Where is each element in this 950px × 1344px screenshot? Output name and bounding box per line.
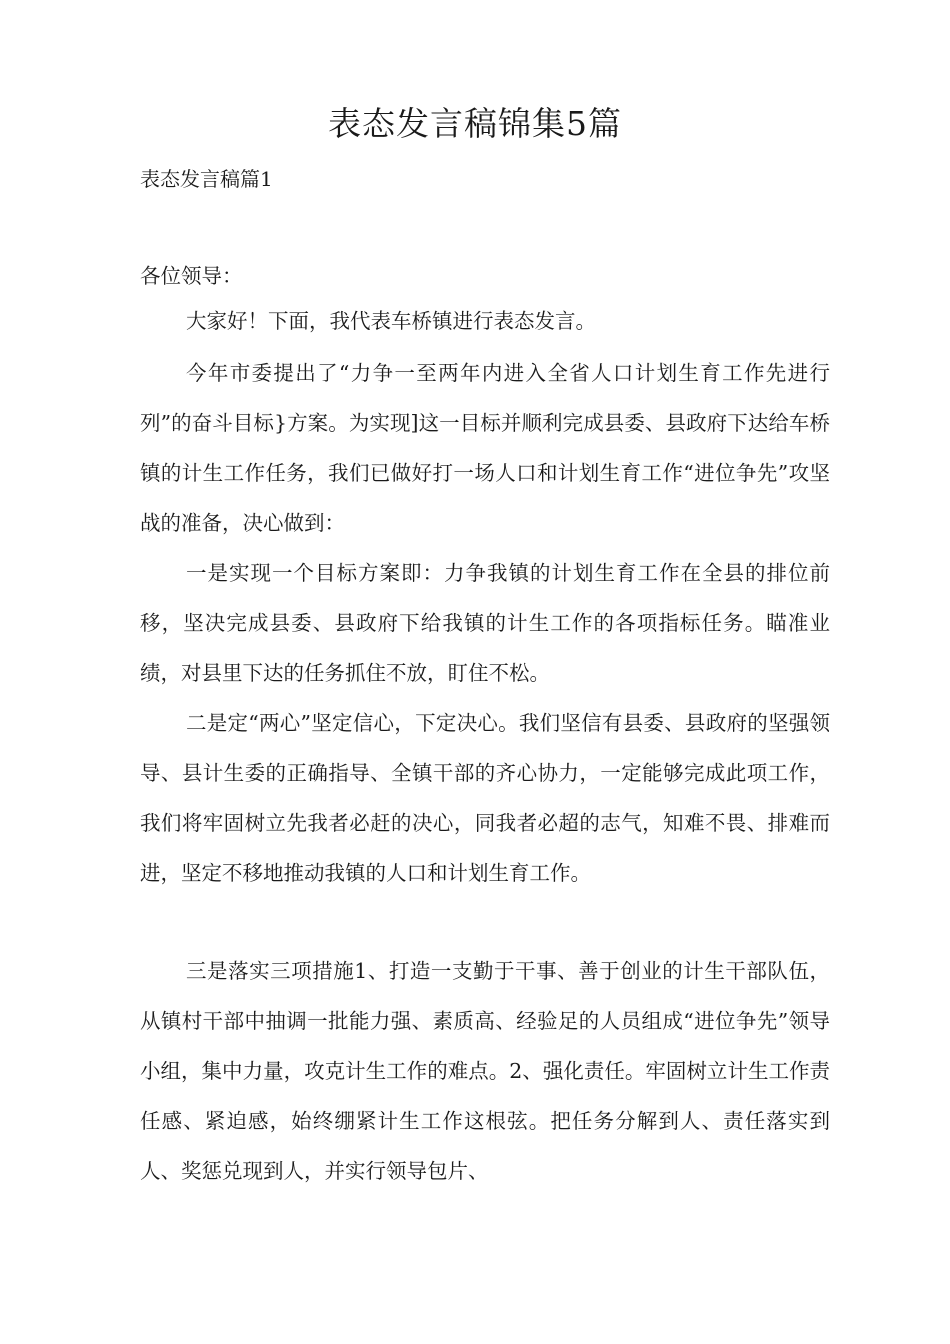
paragraph-4: 二是定“两心”坚定信心，下定决心。我们坚信有县委、县政府的坚强领导、县计生委的正确指导、全镇干部的齐心协力，一定能够完成此项工作，我们将牢固树立先我者必赶的决心，同我者必超的志气，知难不畏、排难而进，坚定不移地推动我镇的人口和计划生育工作。	[140, 711, 830, 885]
section-heading: 表态发言稿篇1	[140, 167, 273, 191]
paragraph-2: 今年市委提出了“力争一至两年内进入全省人口计划生育工作先进行列”的奋斗目标}方案。为实现]这一目标并顺利完成县委、县政府下达给车桥镇的计生工作任务，我们已做好打一场人口和计划生育工作“进位争先”攻坚战的准备，决心做到：	[140, 361, 830, 535]
document-title: 表态发言稿锦集5篇	[328, 104, 622, 143]
paragraph-1: 大家好！下面，我代表车桥镇进行表态发言。	[186, 309, 596, 333]
salutation: 各位领导：	[140, 264, 243, 288]
paragraph-5: 三是落实三项措施1、打造一支勤于干事、善于创业的计生干部队伍，从镇村干部中抽调一批能力强、素质高、经验足的人员组成“进位争先”领导小组，集中力量，攻克计生工作的难点。2、强化责任。牢固树立计生工作责任感、紧迫感，始终绷紧计生工作这根弦。把任务分解到人、责任落实到人、奖惩兑现到人，并实行领导包片、	[140, 959, 830, 1183]
paragraph-3: 一是实现一个目标方案即：力争我镇的计划生育工作在全县的排位前移，坚决完成县委、县政府下给我镇的计生工作的各项指标任务。瞄准业绩，对县里下达的任务抓住不放，盯住不松。	[140, 561, 830, 685]
